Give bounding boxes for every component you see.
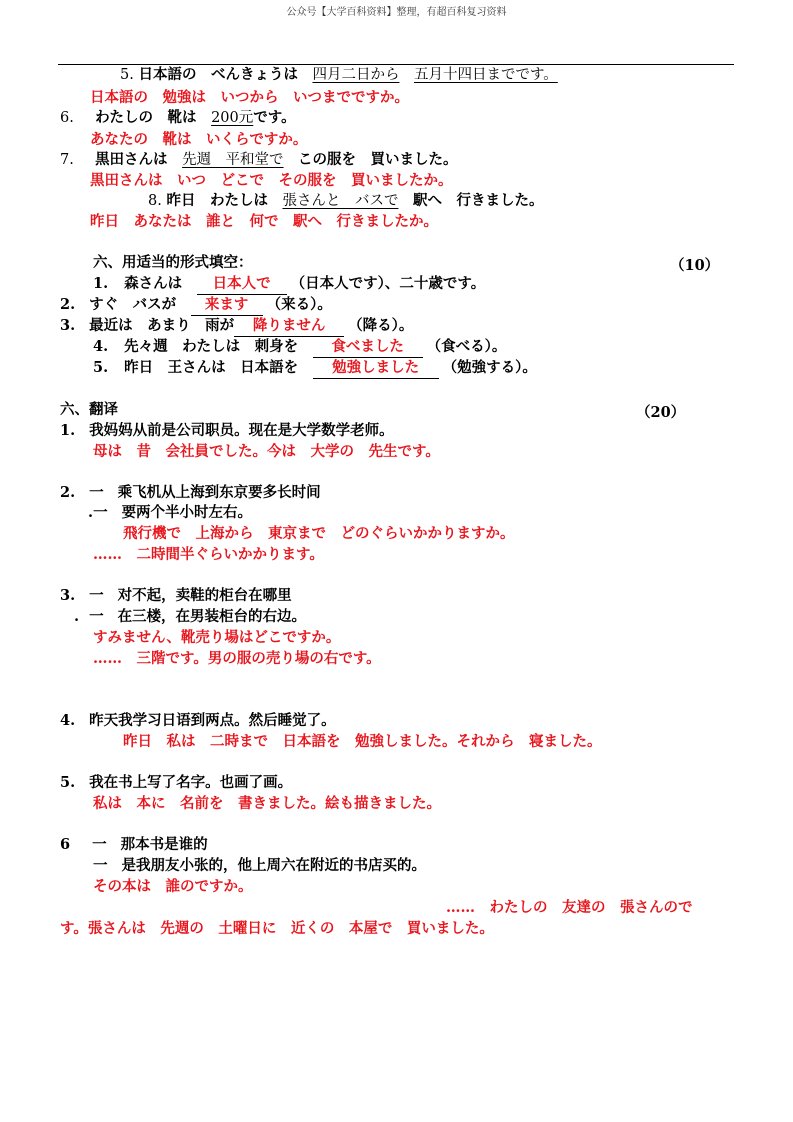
question-7: 7. 黒田さんは 先週 平和堂で この服を 買いました。 (60, 151, 458, 168)
question-6: 6. わたしの 靴は 200元です。 (60, 109, 296, 126)
answer-blank: 食べました (313, 338, 423, 358)
section-score: （20） (636, 404, 686, 421)
fill-item-2: 2. すぐ バスが 来ます （来る）。 (60, 296, 332, 316)
answer-5: 日本語の 勉強は いつから いつまでですか。 (90, 89, 409, 106)
fill-item-3: 3. 最近は あまり 雨が 降りません （降る）。 (60, 317, 413, 337)
question-number: 5. (120, 67, 134, 83)
question-number: 8. (148, 193, 162, 209)
question-number: 6. (60, 110, 74, 126)
translate-item-1: 1. 我妈妈从前是公司职员。现在是大学数学老师。 (60, 422, 394, 439)
translate-answer-3a: すみません、靴売り場はどこですか。 (93, 629, 341, 646)
question-number: 7. (60, 152, 74, 168)
translate-answer-4: 昨日 私は 二時まで 日本語を 勉強しました。それから 寝ました。 (123, 733, 602, 750)
translate-item-3-line-2: . 一 在三楼，在男装柜台的右边。 (74, 608, 307, 625)
translate-answer-2b: …… 二時間半ぐらいかかります。 (93, 546, 324, 563)
translate-item-6-line-2: 一 是我朋友小张的，他上周六在附近的书店买的。 (93, 857, 426, 874)
translate-answer-6b: …… わたしの 友達の 張さんので (446, 899, 693, 916)
underlined-phrase: 先週 平和堂で (182, 152, 284, 168)
translate-answer-1: 母は 昔 会社員でした。今は 大学の 先生です。 (93, 443, 440, 460)
answer-6: あなたの 靴は いくらですか。 (90, 131, 308, 148)
fill-item-4: 4. 先々週 わたしは 刺身を 食べました （食べる）。 (93, 338, 506, 358)
answer-8: 昨日 あなたは 誰と 何で 駅へ 行きましたか。 (90, 213, 438, 230)
translate-item-3-line-1: 3. 一 对不起，卖鞋的柜台在哪里 (60, 587, 292, 604)
header-rule (58, 64, 734, 65)
underlined-phrase: 200元 (211, 110, 254, 126)
question-text: 日本語の べんきょうは (138, 66, 313, 83)
section-title-fill-in: 六、用适当的形式填空： (93, 254, 253, 271)
answer-blank: 日本人で (197, 275, 287, 295)
underlined-phrase: 四月二日から (312, 67, 400, 83)
translate-answer-2a: 飛行機で 上海から 東京まで どのぐらいかかりますか。 (123, 525, 515, 542)
translate-answer-3b: …… 三階です。男の服の売り場の右です。 (93, 650, 381, 667)
fill-item-1: 1. 森さんは 日本人で （日本人です）、二十歳です。 (93, 275, 485, 295)
translate-item-4: 4. 昨天我学习日语到两点。然后睡觉了。 (60, 712, 336, 729)
underlined-phrase: 五月十四日までです。 (413, 67, 558, 83)
underlined-phrase: 張さんと バスで (282, 193, 399, 209)
translate-item-2-line-1: 2. 一 乘飞机从上海到东京要多长时间 (60, 484, 321, 501)
page-header: 公众号【大学百科资料】整理，有超百科复习资料 (286, 7, 507, 18)
answer-blank: 勉強しました (313, 359, 439, 379)
translate-item-5: 5. 我在书上写了名字。也画了画。 (60, 774, 293, 791)
question-text: わたしの 靴は (95, 109, 212, 126)
translate-item-2-line-2: .一 要两个半小时左右。 (88, 504, 253, 521)
question-text: 黒田さんは (95, 151, 183, 168)
translate-item-6-line-1: 6 一 那本书是谁的 (60, 836, 208, 853)
answer-blank: 降りません (234, 317, 344, 337)
question-8: 8. 昨日 わたしは 張さんと バスで 駅へ 行きました。 (148, 192, 544, 209)
question-5 (120, 66, 558, 84)
section-score: （10） (670, 257, 720, 274)
section-title-translate: 六、翻译 (60, 401, 118, 418)
translate-answer-6a: その本は 誰のですか。 (93, 878, 253, 895)
answer-7: 黒田さんは いつ どこで その服を 買いましたか。 (90, 172, 453, 189)
translate-answer-6c: す。張さんは 先週の 土曜日に 近くの 本屋で 買いました。 (60, 920, 494, 937)
question-text: 昨日 わたしは (166, 192, 283, 209)
fill-item-5: 5. 昨日 王さんは 日本語を 勉強しました （勉強する）。 (93, 359, 537, 379)
translate-answer-5: 私は 本に 名前を 書きました。絵も描きました。 (93, 795, 441, 812)
answer-blank: 来ます (191, 296, 263, 316)
